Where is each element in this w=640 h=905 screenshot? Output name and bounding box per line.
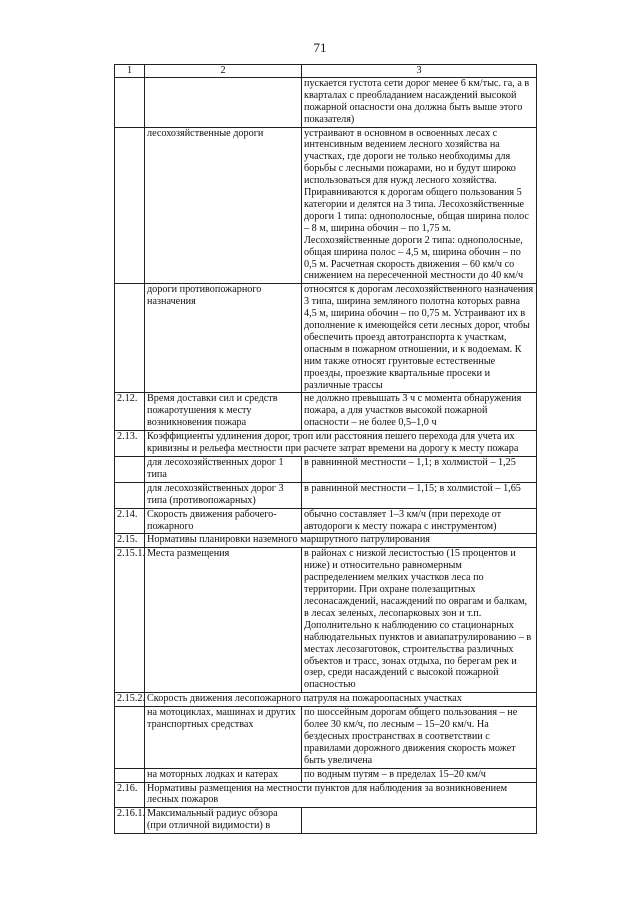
table-row — [115, 284, 537, 393]
row-number — [115, 482, 145, 508]
row-value: по шоссейным дорогам общего пользования – не более 30 км/ч, по лесным – 15–20 км/ч. На бездесных пространствах в соответствии с правилами дорожного движения скорость может быть увеличена — [302, 707, 537, 769]
row-number — [115, 284, 145, 393]
table-row — [115, 508, 537, 534]
row-number: 2.16.1. — [115, 808, 145, 834]
row-number — [115, 768, 145, 782]
row-value: обычно составляет 1–3 км/ч (при переходе от автодороги к месту пожара с инструментом) — [302, 508, 537, 534]
row-number — [115, 127, 145, 284]
row-parameter: для лесохозяйственных дорог 1 типа — [145, 457, 302, 483]
table-row — [115, 707, 537, 769]
row-section-title: Нормативы размещения на местности пунктов для наблюдения за возникновением лесных пожаров — [145, 782, 537, 808]
table-row — [115, 393, 537, 431]
table-row — [115, 808, 537, 834]
row-value: в равнинной местности – 1,15; в холмистой – 1,65 — [302, 482, 537, 508]
row-number: 2.14. — [115, 508, 145, 534]
page-number: 71 — [313, 40, 327, 55]
table-row — [115, 768, 537, 782]
header-col-3: 3 — [302, 65, 537, 78]
row-parameter: Скорость движения рабочего-пожарного — [145, 508, 302, 534]
table-row — [115, 431, 537, 457]
row-parameter: на моторных лодках и катерах — [145, 768, 302, 782]
table-row — [115, 534, 537, 548]
table-row — [115, 782, 537, 808]
row-value — [302, 808, 537, 834]
table-row — [115, 127, 537, 284]
row-parameter: дороги противопожарного назначения — [145, 284, 302, 393]
row-value: пускается густота сети дорог менее 6 км/тыс. га, а в кварталах с преобладанием насаждений высокой пожарной опасности она должна быть выше этого показателя) — [302, 77, 537, 127]
row-section-title: Нормативы планировки наземного маршрутного патрулирования — [145, 534, 537, 548]
row-number: 2.13. — [115, 431, 145, 457]
row-parameter: на мотоциклах, машинах и других транспортных средствах — [145, 707, 302, 769]
row-number: 2.15.1. — [115, 548, 145, 693]
row-value: устраивают в основном в освоенных лесах с интенсивным ведением лесного хозяйства на участках, где дороги не только необходимы для борьбы с лесными пожарами, но и будут широко использоваться для нужд лесного хозяйства. Приравниваются к дорогам общего пользования 5 категории и делятся на 3 типа. Лесохозяйственные дороги 1 типа: однополосные, общая ширина полос – 8 м, ширина обочин – по 1,75 м. Лесохозяйственные дороги 2 типа: однополосные, общая ширина полос – 4,5 м, ширина обочин – по 0,5 м. Расчетная скорость движения – 60 км/ч со снижением на пересеченной местности до 40 км/ч — [302, 127, 537, 284]
table-header-row — [115, 65, 537, 78]
norms-table — [114, 64, 537, 834]
row-value: по водным путям – в пределах 15–20 км/ч — [302, 768, 537, 782]
row-number: 2.16. — [115, 782, 145, 808]
table-row — [115, 482, 537, 508]
row-parameter: Время доставки сил и средств пожаротушения к месту возникновения пожара — [145, 393, 302, 431]
row-parameter: Места размещения — [145, 548, 302, 693]
row-section-title: Скорость движения лесопожарного патруля на пожароопасных участках — [145, 693, 537, 707]
header-col-1: 1 — [115, 65, 145, 78]
row-number: 2.12. — [115, 393, 145, 431]
table-row — [115, 77, 537, 127]
row-value: в районах с низкой лесистостью (15 процентов и ниже) и относительно равномерным распределением мелких участков леса по территории. При охране полезащитных лесонасаждений, насаждений по оврагам и балкам, в лесах зеленых, лесопарковых зон и т.п. Дополнительно к наблюдению со стационарных наблюдательных пунктов и авиапатрулированию – в местах лесозаготовок, строительства различных объектов и трасс, зонах отдыха, по берегам рек и озер, среди насаждений с высокой пожарной опасностью — [302, 548, 537, 693]
row-parameter: Максимальный радиус обзора (при отличной видимости) в — [145, 808, 302, 834]
row-number: 2.15. — [115, 534, 145, 548]
row-value: не должно превышать 3 ч с момента обнаружения пожара, а для участков высокой пожарной опасности – не более 0,5–1,0 ч — [302, 393, 537, 431]
row-section-title: Коэффициенты удлинения дорог, троп или расстояния пешего перехода для учета их кривизны и рельефа местности при расчете затрат времени на дорогу к месту пожара — [145, 431, 537, 457]
row-number — [115, 77, 145, 127]
table-row — [115, 693, 537, 707]
table-row — [115, 548, 537, 693]
row-number — [115, 707, 145, 769]
row-parameter — [145, 77, 302, 127]
row-number — [115, 457, 145, 483]
row-parameter: для лесохозяйственных дорог 3 типа (противопожарных) — [145, 482, 302, 508]
header-col-2: 2 — [145, 65, 302, 78]
row-value: в равнинной местности – 1,1; в холмистой – 1,25 — [302, 457, 537, 483]
row-value: относятся к дорогам лесохозяйственного назначения 3 типа, ширина земляного полотна которых равна 4,5 м, ширина обочин – по 0,75 м. Устраивают их в дополнение к имеющейся сети лесных дорог, чтобы обеспечить проезд автотранспорта к участкам, опасным в пожарном отношении, и к водоемам. К ним также относят грунтовые естественные проезды, проезжие квартальные просеки и различные трассы — [302, 284, 537, 393]
table-row — [115, 457, 537, 483]
row-number: 2.15.2. — [115, 693, 145, 707]
row-parameter: лесохозяйственные дороги — [145, 127, 302, 284]
